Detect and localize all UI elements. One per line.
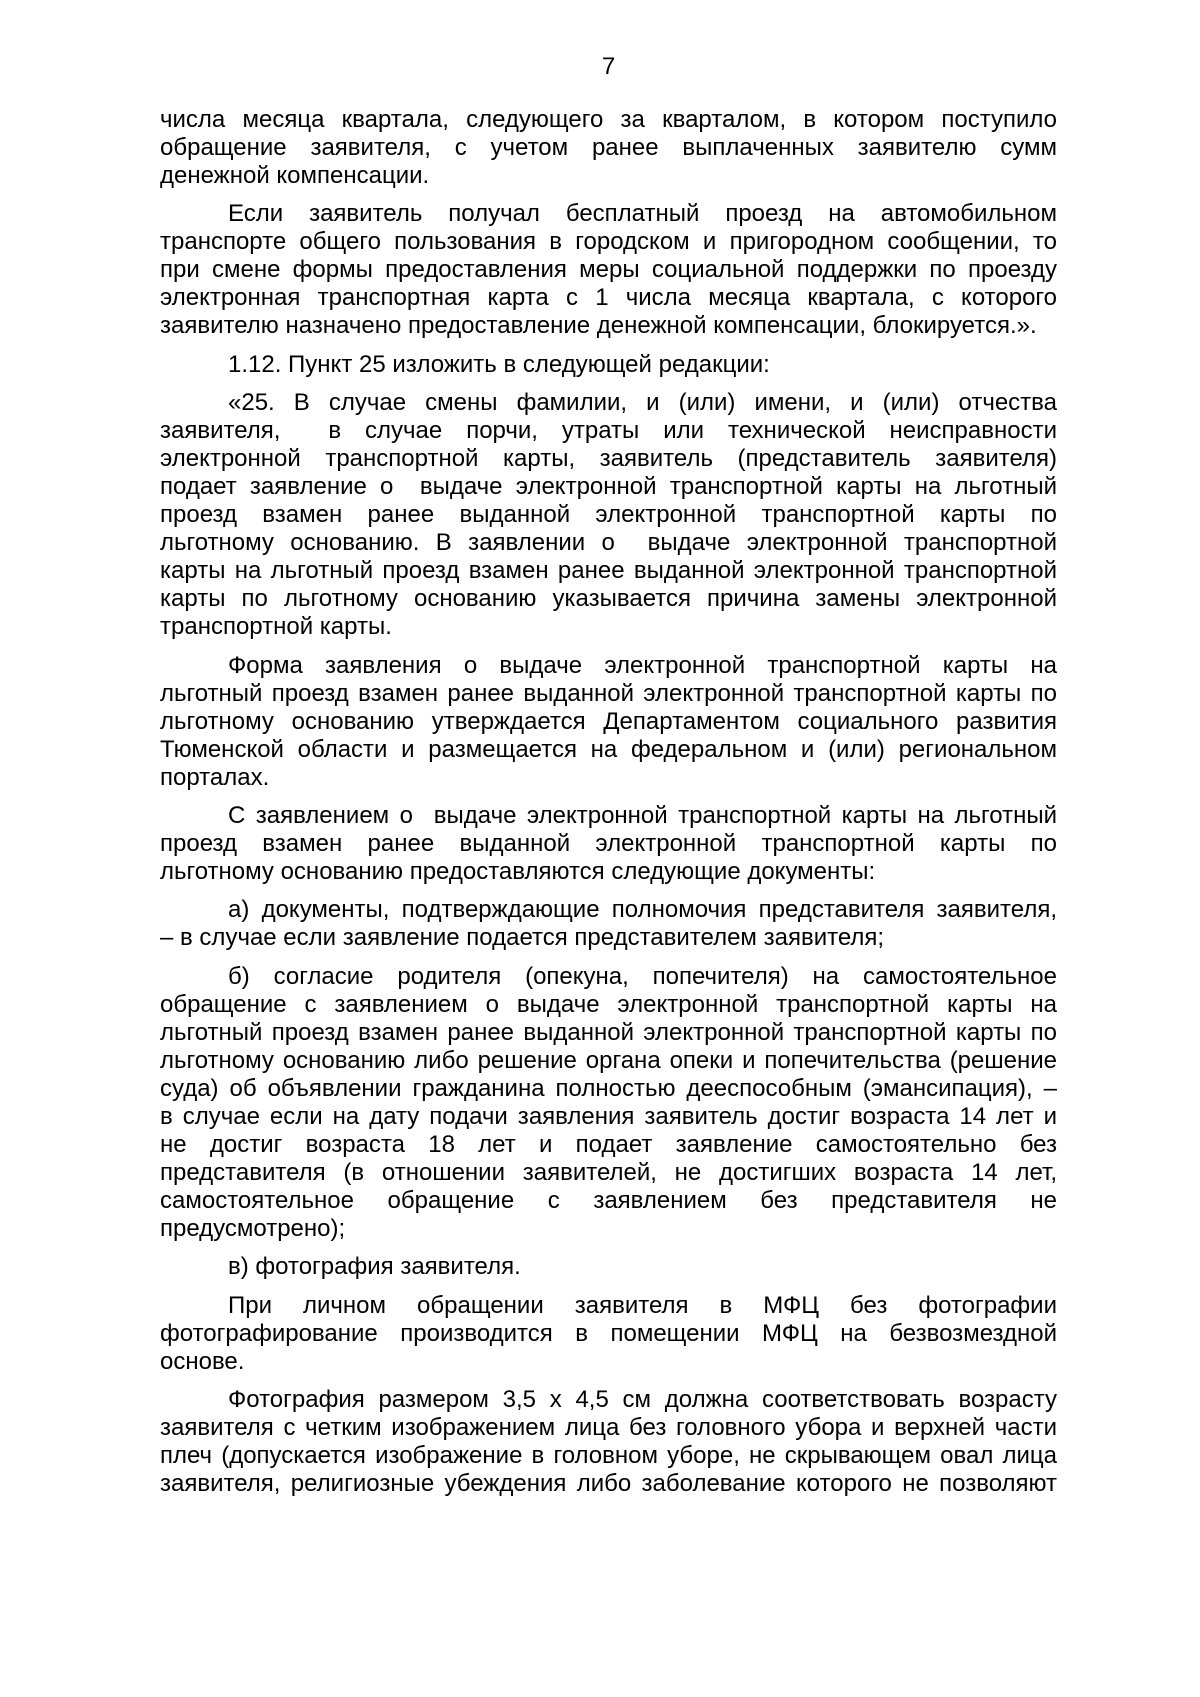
text-line: числа месяца квартала, следующего за кварталом, в котором поступило — [160, 106, 1057, 133]
text-line: фотографирование производится в помещении МФЦ на безвозмездной — [160, 1319, 1057, 1347]
text-line: льготный проезд взамен ранее выданной электронной транспортной карты по — [160, 679, 1057, 707]
text-line: «25. В случае смены фамилии, и (или) имени, и (или) отчества — [228, 389, 1057, 417]
paragraph — [160, 652, 1057, 792]
text-line: С заявлением о выдаче электронной транспортной карты на льготный — [228, 801, 1057, 829]
paragraph — [160, 896, 1057, 952]
text-line: проезд взамен ранее выданной электронной транспортной карты по — [160, 501, 1057, 529]
text-line: предусмотрено); — [160, 1214, 346, 1242]
text-line: электронная транспортная карта с 1 числа месяца квартала, с которого — [160, 284, 1057, 312]
text-line: Если заявитель получал бесплатный проезд на автомобильном — [228, 200, 1057, 228]
text-line: льготный проезд взамен ранее выданной электронной транспортной карты по — [160, 1018, 1057, 1046]
text-line: При личном обращении заявителя в МФЦ без фотографии — [228, 1291, 1057, 1319]
text-line: представителя (в отношении заявителей, не достигших возраста 14 лет, — [160, 1158, 1057, 1186]
text-line: самостоятельное обращение с заявлением без представителя не — [160, 1186, 1057, 1214]
text-line: льготному основанию утверждается Департаментом социального развития — [160, 707, 1057, 735]
text-line: 1.12. Пункт 25 изложить в следующей редакции: — [228, 350, 770, 378]
text-line: при смене формы предоставления меры социальной поддержки по проезду — [160, 256, 1057, 284]
text-line: денежной компенсации. — [160, 162, 430, 189]
text-line: заявителя, религиозные убеждения либо заболевание которого не позволяют — [160, 1469, 1057, 1497]
text-line: в) фотография заявителя. — [228, 1253, 521, 1281]
page-number: 7 — [601, 53, 616, 80]
text-line: обращение заявителя, с учетом ранее выплаченных заявителю сумм — [160, 134, 1057, 161]
text-line: транспортной карты. — [160, 613, 392, 641]
text-line: обращение с заявлением о выдаче электронной транспортной карты на — [160, 990, 1057, 1018]
text-line: Форма заявления о выдаче электронной транспортной карты на — [228, 651, 1057, 679]
text-line: заявителя с четким изображением лица без головного убора и верхней части — [160, 1413, 1057, 1441]
text-line: в случае если на дату подачи заявления заявитель достиг возраста 14 лет и — [160, 1102, 1057, 1130]
text-line: суда) об объявлении гражданина полностью дееспособным (эмансипация), – — [160, 1074, 1057, 1102]
paragraph — [160, 106, 1057, 190]
text-line: а) документы, подтверждающие полномочия представителя заявителя, — [228, 896, 1057, 924]
paragraph — [160, 351, 1057, 379]
text-line: не достиг возраста 18 лет и подает заявление самостоятельно без — [160, 1130, 1057, 1158]
text-line: – в случае если заявление подается представителем заявителя; — [160, 924, 885, 952]
paragraph — [160, 1253, 1057, 1281]
paragraph — [160, 963, 1057, 1243]
text-line: транспорте общего пользования в городском и пригородном сообщении, то — [160, 228, 1057, 256]
text-line: подает заявление о выдаче электронной транспортной карты на льготный — [160, 473, 1057, 501]
paragraph — [160, 389, 1057, 641]
text-line: заявителю назначено предоставление денежной компенсации, блокируется.». — [160, 312, 1037, 340]
body-text — [160, 106, 1057, 1498]
text-line: льготному основанию предоставляются следующие документы: — [160, 857, 876, 885]
text-line: льготному основанию. В заявлении о выдаче электронной транспортной — [160, 529, 1057, 557]
text-line: порталах. — [160, 763, 270, 791]
text-line: льготному основанию либо решение органа опеки и попечительства (решение — [160, 1046, 1057, 1074]
text-line: Тюменской области и размещается на федеральном и (или) региональном — [160, 735, 1057, 763]
text-line: б) согласие родителя (опекуна, попечителя) на самостоятельное — [228, 962, 1057, 990]
text-line: основе. — [160, 1347, 245, 1375]
text-line: плеч (допускается изображение в головном уборе, не скрывающем овал лица — [160, 1441, 1057, 1469]
text-line: Фотография размером 3,5 x 4,5 см должна соответствовать возрасту — [228, 1385, 1057, 1413]
text-line: проезд взамен ранее выданной электронной транспортной карты по — [160, 829, 1057, 857]
text-line: карты на льготный проезд взамен ранее выданной электронной транспортной — [160, 557, 1057, 585]
text-line: электронной транспортной карты, заявитель (представитель заявителя) — [160, 445, 1057, 473]
paragraph — [160, 1386, 1057, 1498]
paragraph — [160, 802, 1057, 886]
paragraph — [160, 200, 1057, 340]
text-line: карты по льготному основанию указывается причина замены электронной — [160, 585, 1057, 613]
text-line: заявителя, в случае порчи, утраты или технической неисправности — [160, 417, 1057, 445]
paragraph — [160, 1292, 1057, 1376]
